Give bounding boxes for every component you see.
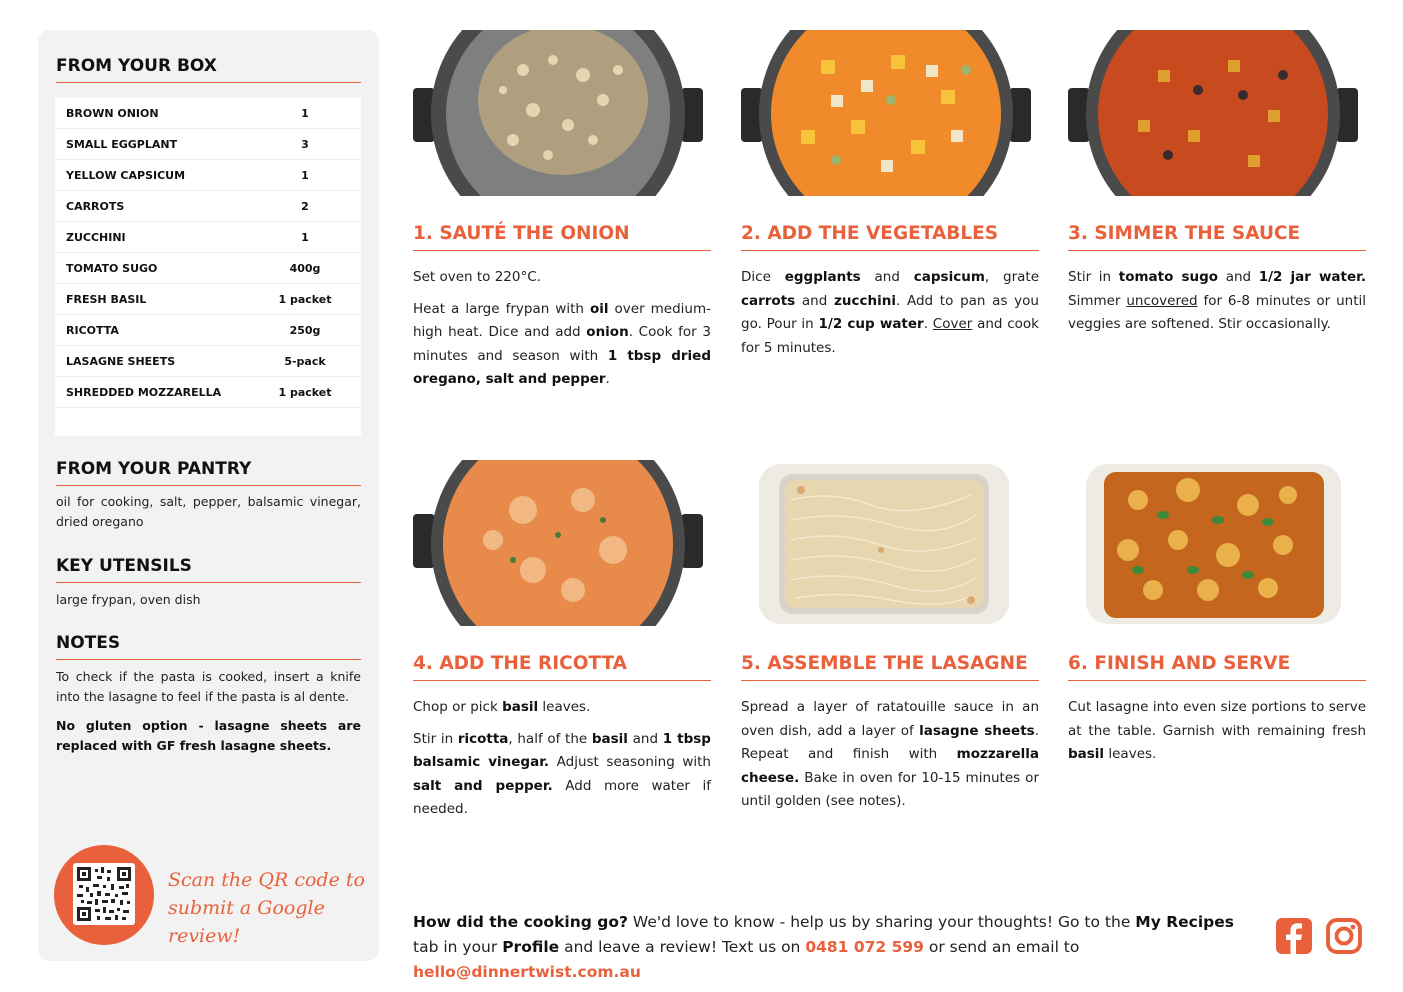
ingredient-qty: 1 packet — [278, 385, 332, 399]
phone-link[interactable]: 0481 072 599 — [805, 938, 924, 956]
gluten-note: No gluten option - lasagne sheets are replaced with GF fresh lasagne sheets. — [56, 718, 361, 753]
step-6-photo — [1068, 460, 1364, 626]
step-2-title: 2. ADD THE VEGETABLES — [741, 223, 1039, 251]
pantry-heading: FROM YOUR PANTRY — [56, 459, 361, 486]
ingredient-qty: 2 — [301, 199, 309, 213]
from-box-heading: FROM YOUR BOX — [56, 56, 361, 83]
step-3-title: 3. SIMMER THE SAUCE — [1068, 223, 1366, 251]
ingredients-panel — [38, 30, 379, 961]
utensils-heading: KEY UTENSILS — [56, 556, 361, 583]
ingredient-qty: 5-pack — [284, 354, 326, 368]
step-2-paragraph: Dice eggplants and capsicum, grate carrots and zucchini. Add to pan as you go. Pour in 1/2 cup water. Cover and cook for 5 minutes. — [741, 269, 1040, 356]
ingredient-qty: 1 packet — [278, 292, 332, 306]
qr-code-icon[interactable] — [73, 863, 135, 925]
instagram-icon[interactable] — [1325, 917, 1363, 955]
step-4-body — [413, 696, 711, 830]
ingredient-qty: 1 — [301, 106, 309, 120]
step-2-photo — [741, 30, 1037, 196]
ingredient-qty: 400g — [289, 261, 321, 275]
step-1-paragraph-1: Set oven to 220°C. — [413, 269, 541, 285]
step-4-title: 4. ADD THE RICOTTA — [413, 653, 711, 681]
ingredient-name: CARROTS — [66, 199, 125, 213]
step-4-photo — [413, 460, 709, 626]
step-5-title: 5. ASSEMBLE THE LASAGNE — [741, 653, 1039, 681]
step-2-body — [741, 266, 1039, 368]
step-3-photo — [1068, 30, 1364, 196]
table-row — [55, 253, 361, 284]
step-6-paragraph: Cut lasagne into even size portions to serve at the table. Garnish with remaining fresh basil leaves. — [1068, 699, 1366, 762]
step-1-photo — [413, 30, 709, 196]
ingredient-name: BROWN ONION — [66, 106, 159, 120]
ingredient-qty: 1 — [301, 230, 309, 244]
ingredient-name: ZUCCHINI — [66, 230, 126, 244]
ingredient-name: FRESH BASIL — [66, 292, 147, 306]
table-row — [55, 222, 361, 253]
step-5-body — [741, 696, 1039, 822]
ingredient-name: SHREDDED MOZZARELLA — [66, 385, 222, 399]
ingredient-name: TOMATO SUGO — [66, 261, 158, 275]
facebook-icon[interactable] — [1275, 917, 1313, 955]
ingredient-name: SMALL EGGPLANT — [66, 137, 178, 151]
step-1-body — [413, 266, 711, 400]
table-row — [55, 191, 361, 222]
ingredient-name: YELLOW CAPSICUM — [66, 168, 186, 182]
step-1-paragraph-2: Heat a large frypan with oil over medium-high heat. Dice and add onion. Cook for 3 minutes and season with 1 tbsp dried oregano, salt and pepper. — [413, 300, 712, 387]
pantry-text: oil for cooking, salt, pepper, balsamic vinegar, dried oregano — [56, 494, 361, 529]
step-3-paragraph: Stir in tomato sugo and 1/2 jar water. Simmer uncovered for 6-8 minutes or until veggies are softened. Stir occasionally. — [1068, 269, 1366, 332]
qr-line-2: submit a Google review! — [168, 897, 325, 947]
step-4-paragraph-2: Stir in ricotta, half of the basil and 1 tbsp balsamic vinegar. Adjust seasoning with salt and pepper. Add more water if needed. — [413, 730, 711, 817]
step-5-paragraph: Spread a layer of ratatouille sauce in an oven dish, add a layer of lasagne sheets. Repeat and finish with mozzarella cheese. Bake in oven for 10-15 minutes or until golden (see notes). — [741, 699, 1040, 809]
step-1-title: 1. SAUTÉ THE ONION — [413, 223, 711, 251]
step-3-body — [1068, 266, 1366, 345]
ingredient-name: RICOTTA — [66, 323, 119, 337]
ingredients-table — [55, 98, 361, 436]
ingredient-qty: 1 — [301, 168, 309, 182]
qr-line-1: Scan the QR code to — [168, 869, 365, 891]
ingredient-qty: 3 — [301, 137, 309, 151]
review-footer: How did the cooking go? We'd love to know - help us by sharing your thoughts! Go to the My Recipes tab in your Profile and leave a review! Text us on 0481 072 599 or send an email to hello@dinnertwist.com.au — [413, 913, 1234, 981]
ingredient-qty: 250g — [289, 323, 321, 337]
table-row — [55, 346, 361, 377]
email-link[interactable]: hello@dinnertwist.com.au — [413, 963, 641, 981]
qr-review-text — [168, 866, 368, 950]
table-row — [55, 315, 361, 346]
table-row — [55, 129, 361, 160]
step-6-body — [1068, 696, 1366, 775]
utensils-text: large frypan, oven dish — [56, 592, 201, 607]
table-row — [55, 377, 361, 408]
table-row — [55, 284, 361, 315]
notes-heading: NOTES — [56, 633, 361, 660]
ingredient-name: LASAGNE SHEETS — [66, 354, 176, 368]
step-6-title: 6. FINISH AND SERVE — [1068, 653, 1366, 681]
table-row — [55, 160, 361, 191]
qr-badge — [54, 845, 154, 945]
notes-text: To check if the pasta is cooked, insert a knife into the lasagne to feel if the pasta is al dente. — [56, 669, 361, 704]
step-5-photo — [741, 460, 1037, 626]
step-4-paragraph-1: Chop or pick basil leaves. — [413, 699, 591, 715]
table-row — [55, 98, 361, 129]
